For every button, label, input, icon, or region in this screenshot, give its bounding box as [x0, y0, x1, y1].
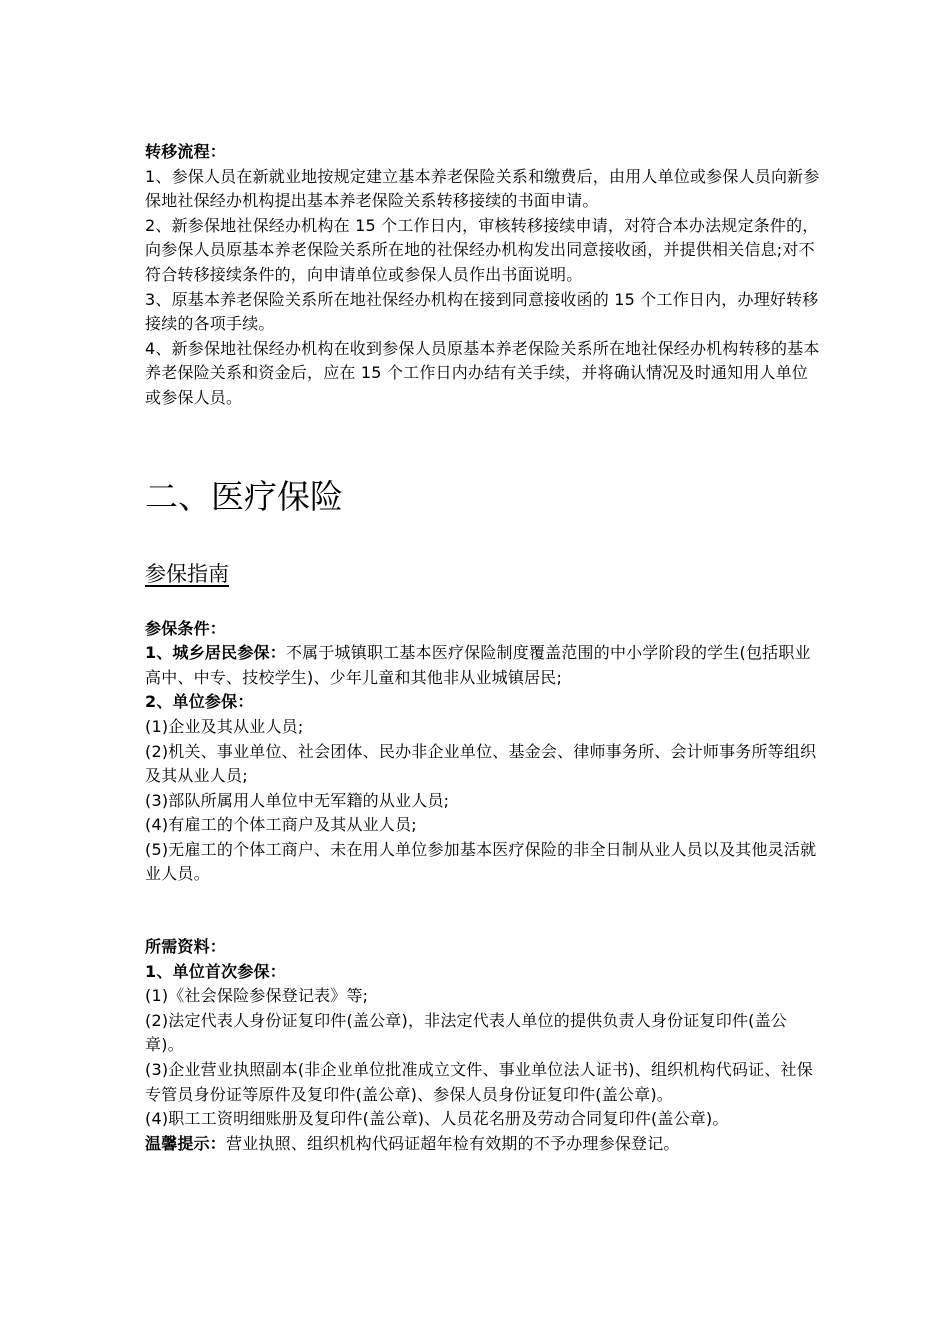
materials-sub-1: (1)《社会保险参保登记表》等;	[145, 986, 369, 1006]
materials-title: 所需资料：	[145, 937, 227, 957]
conditions-sub-4: (4)有雇工的个体工商户及其从业人员;	[145, 815, 417, 835]
conditions-sub-3: (3)部队所属用人单位中无军籍的从业人员;	[145, 790, 450, 810]
transfer-step-1: 1、参保人员在新就业地按规定建立基本养老保险关系和缴费后，由用人单位或参保人员向新参保地社保经办机构提出基本养老保险关系转移接续的书面申请。	[145, 166, 820, 211]
conditions-item-1-text: 不属于城镇职工基本医疗保险制度覆盖范围的中小学阶段的学生(包括职业高中、中专、技校学生)、少年儿童和其他非从业城镇居民;	[145, 643, 811, 687]
conditions-item-1-label: 1、城乡居民参保：	[145, 643, 286, 663]
conditions-item-1	[145, 641, 822, 690]
transfer-process-title: 转移流程：	[145, 142, 227, 161]
materials-sub-2: (2)法定代表人身份证复印件(盖公章)，非法定代表人单位的提供负责人身份证复印件(盖公章)。	[145, 1010, 787, 1055]
conditions-sub-2: (2)机关、事业单位、社会团体、民办非企业单位、基金会、律师事务所、会计师事务所等组织及其从业人员;	[145, 741, 817, 786]
conditions-sub-5: (5)无雇工的个体工商户、未在用人单位参加基本医疗保险的非全日制从业人员以及其他灵活就业人员。	[145, 839, 817, 884]
materials-tip-label: 温馨提示：	[145, 1133, 227, 1153]
transfer-step-3: 3、原基本养老保险关系所在地社保经办机构在接到同意接收函的 15 个工作日内，办理好转移接续的各项手续。	[145, 289, 819, 334]
materials-sub-4: (4)职工工资明细账册及复印件(盖公章)、人员花名册及劳动合同复印件(盖公章)。	[145, 1109, 729, 1129]
section-heading: 二、医疗保险	[145, 476, 343, 516]
conditions-section	[145, 617, 822, 888]
materials-sub-3: (3)企业营业执照副本(非企业单位批准成立文件、事业单位法人证书)、组织机构代码证、社保专管员身份证等原件及复印件(盖公章)、参保人员身份证复印件(盖公章)。	[145, 1060, 813, 1104]
guide-heading: 参保指南	[145, 561, 229, 586]
materials-section	[145, 935, 822, 1156]
conditions-title: 参保条件：	[145, 618, 227, 638]
conditions-sub-1: (1)企业及其从业人员;	[145, 716, 304, 736]
transfer-step-2: 2、新参保地社保经办机构在 15 个工作日内，审核转移接续申请，对符合本办法规定条件的，向参保人员原基本养老保险关系所在地的社保经办机构发出同意接收函，并提供相关信息;对不符合转移接续条件的，向申请单位或参保人员作出书面说明。	[145, 215, 819, 284]
materials-tip	[145, 1132, 822, 1157]
materials-item-1-label: 1、单位首次参保：	[145, 961, 286, 981]
conditions-item-2-label: 2、单位参保：	[145, 692, 254, 712]
transfer-process-section	[145, 140, 822, 411]
materials-tip-text: 营业执照、组织机构代码证超年检有效期的不予办理参保登记。	[226, 1133, 680, 1153]
transfer-step-4: 4、新参保地社保经办机构在收到参保人员原基本养老保险关系所在地社保经办机构转移的基本养老保险关系和资金后，应在 15 个工作日内办结有关手续，并将确认情况及时通知用人单位或参保人员。	[145, 338, 820, 407]
